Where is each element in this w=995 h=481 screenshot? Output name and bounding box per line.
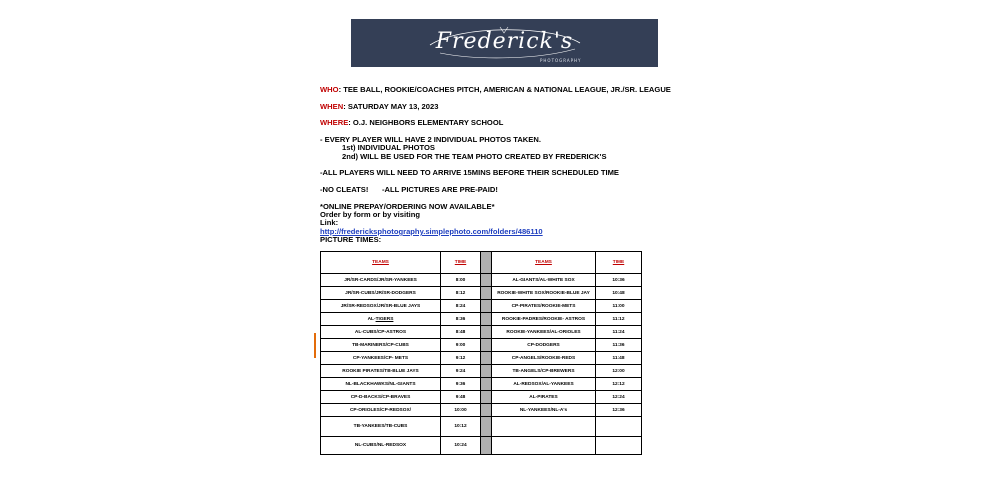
column-divider xyxy=(481,339,492,352)
left-team-cell: ROOKIE PIRATES/TB-BLUE JAYS xyxy=(321,365,441,378)
right-team-cell: CP-DODGERS xyxy=(492,339,596,352)
left-time-cell: 8:48 xyxy=(441,326,481,339)
left-time-cell: 8:36 xyxy=(441,313,481,326)
logo-subtitle: PHOTOGRAPHY xyxy=(540,58,582,63)
logo-brand: Frederick's xyxy=(435,29,574,54)
column-divider xyxy=(481,404,492,417)
right-team-cell: AL-GIANTS/AL-WHITE SOX xyxy=(492,274,596,287)
column-divider xyxy=(481,365,492,378)
photos-note: - EVERY PLAYER WILL HAVE 2 INDIVIDUAL PHOTOS TAKEN. xyxy=(320,135,541,144)
left-time-cell: 9:48 xyxy=(441,391,481,404)
column-divider xyxy=(481,274,492,287)
right-team-cell xyxy=(492,437,596,455)
left-team-cell xyxy=(321,313,441,326)
table-row xyxy=(321,417,642,437)
right-time-cell: 11:00 xyxy=(596,300,642,313)
margin-marker xyxy=(314,333,316,358)
table-row xyxy=(321,437,642,455)
right-time-cell: 12:36 xyxy=(596,404,642,417)
left-team-cell: JR/SR-CARDS/JR/SR-YANKEES xyxy=(321,274,441,287)
when-line xyxy=(320,102,438,111)
column-divider xyxy=(481,391,492,404)
online-note: *ONLINE PREPAY/ORDERING NOW AVAILABLE* xyxy=(320,202,495,211)
right-time-cell: 12:12 xyxy=(596,378,642,391)
left-team-cell: NL-CUBS/NL-REDSOX xyxy=(321,437,441,455)
team-prefix: AL- xyxy=(367,316,376,322)
column-divider xyxy=(481,300,492,313)
team-emphasis: TIGERS xyxy=(375,316,394,322)
right-team-cell: TB-ANGELS/CP-BREWERS xyxy=(492,365,596,378)
who-line xyxy=(320,85,671,94)
right-team-cell: ROOKIE-YANKEES/AL-ORIOLES xyxy=(492,326,596,339)
right-time-cell: 11:24 xyxy=(596,326,642,339)
table-row xyxy=(321,391,642,404)
table-row xyxy=(321,404,642,417)
right-team-cell: ROOKIE-PADRES/ROOKIE- ASTROS xyxy=(492,313,596,326)
left-team-cell: CP-ORIOLES/CP-REDSOX/ xyxy=(321,404,441,417)
table-row xyxy=(321,326,642,339)
left-team-cell: TB-YANKEES/TB-CUBS xyxy=(321,417,441,437)
right-time-cell: 11:48 xyxy=(596,352,642,365)
right-team-cell: AL-REDSOX/AL-YANKEES xyxy=(492,378,596,391)
right-team-cell: CP-ANGELS/ROOKIE-REDS xyxy=(492,352,596,365)
left-team-cell: JR/SR-REDSOX/JR/SR-BLUE JAYS xyxy=(321,300,441,313)
prepaid-note: -ALL PICTURES ARE PRE-PAID! xyxy=(382,185,498,194)
where-label: WHERE xyxy=(320,118,349,127)
right-team-cell: ROOKIE-WHITE SOX/ROOKIE-BLUE JAY xyxy=(492,287,596,300)
table-row xyxy=(321,287,642,300)
schedule-table xyxy=(320,251,642,455)
left-time-cell: 9:12 xyxy=(441,352,481,365)
column-divider xyxy=(481,313,492,326)
right-time-cell: 12:24 xyxy=(596,391,642,404)
table-row xyxy=(321,339,642,352)
table-row xyxy=(321,300,642,313)
where-text: : O.J. NEIGHBORS ELEMENTARY SCHOOL xyxy=(348,118,504,127)
first-photo-note: 1st) INDIVIDUAL PHOTOS xyxy=(342,143,435,152)
right-time-cell xyxy=(596,417,642,437)
right-team-cell xyxy=(492,417,596,437)
right-time-cell: 10:48 xyxy=(596,287,642,300)
order-note: Order by form or by visiting xyxy=(320,210,421,219)
left-time-cell: 8:00 xyxy=(441,274,481,287)
left-time-cell: 10:24 xyxy=(441,437,481,455)
left-time-cell: 8:24 xyxy=(441,300,481,313)
left-time-cell: 9:36 xyxy=(441,378,481,391)
column-divider xyxy=(481,437,492,455)
second-photo-note: 2nd) WILL BE USED FOR THE TEAM PHOTO CREATED BY FREDERICK'S xyxy=(342,152,607,161)
when-text: : SATURDAY MAY 13, 2023 xyxy=(343,102,439,111)
table-row xyxy=(321,352,642,365)
table-row xyxy=(321,274,642,287)
left-time-cell: 10:12 xyxy=(441,417,481,437)
where-line xyxy=(320,118,503,127)
table-header-row xyxy=(321,252,642,274)
left-time-cell: 9:24 xyxy=(441,365,481,378)
table-row xyxy=(321,365,642,378)
left-team-cell: JR/SR-CUBS/JR/SR-DODGERS xyxy=(321,287,441,300)
left-time-cell: 9:00 xyxy=(441,339,481,352)
right-time-cell: 11:12 xyxy=(596,313,642,326)
column-divider xyxy=(481,252,492,274)
left-time-header: TIME xyxy=(441,252,481,274)
right-team-cell: CP-PIRATES/ROOKIE-METS xyxy=(492,300,596,313)
fredericks-logo xyxy=(351,19,658,67)
who-label: WHO xyxy=(320,85,339,94)
column-divider xyxy=(481,417,492,437)
order-link[interactable]: http://fredericksphotography.simplephoto.com/folders/486110 xyxy=(320,227,543,236)
left-team-cell: AL-CUBS/CP-ASTROS xyxy=(321,326,441,339)
right-time-cell xyxy=(596,437,642,455)
column-divider xyxy=(481,378,492,391)
left-team-cell: CP-D-BACKS/CP-BRAVES xyxy=(321,391,441,404)
table-row xyxy=(321,313,642,326)
right-time-cell: 12:00 xyxy=(596,365,642,378)
right-time-cell: 10:36 xyxy=(596,274,642,287)
when-label: WHEN xyxy=(320,102,344,111)
cleats-note: -NO CLEATS! xyxy=(320,185,369,194)
column-divider xyxy=(481,326,492,339)
right-teams-header: TEAMS xyxy=(492,252,596,274)
right-time-header: TIME xyxy=(596,252,642,274)
left-time-cell: 10:00 xyxy=(441,404,481,417)
left-team-cell: TB-MARINERS/CP-CUBS xyxy=(321,339,441,352)
left-time-cell: 8:12 xyxy=(441,287,481,300)
left-teams-header: TEAMS xyxy=(321,252,441,274)
link-label: Link: xyxy=(320,218,339,227)
table-row xyxy=(321,378,642,391)
arrive-note: -ALL PLAYERS WILL NEED TO ARRIVE 15MINS BEFORE THEIR SCHEDULED TIME xyxy=(320,168,619,177)
who-text: : TEE BALL, ROOKIE/COACHES PITCH, AMERICAN & NATIONAL LEAGUE, JR./SR. LEAGUE xyxy=(338,85,671,94)
left-team-cell: NL-BLACKHAWKS/NL-GIANTS xyxy=(321,378,441,391)
left-team-cell: CP-YANKEES/CP- METS xyxy=(321,352,441,365)
picture-times-heading: PICTURE TIMES: xyxy=(320,235,382,244)
right-team-cell: NL-YANKEES/NL-A's xyxy=(492,404,596,417)
column-divider xyxy=(481,352,492,365)
right-time-cell: 11:36 xyxy=(596,339,642,352)
right-team-cell: AL-PIRATES xyxy=(492,391,596,404)
column-divider xyxy=(481,287,492,300)
